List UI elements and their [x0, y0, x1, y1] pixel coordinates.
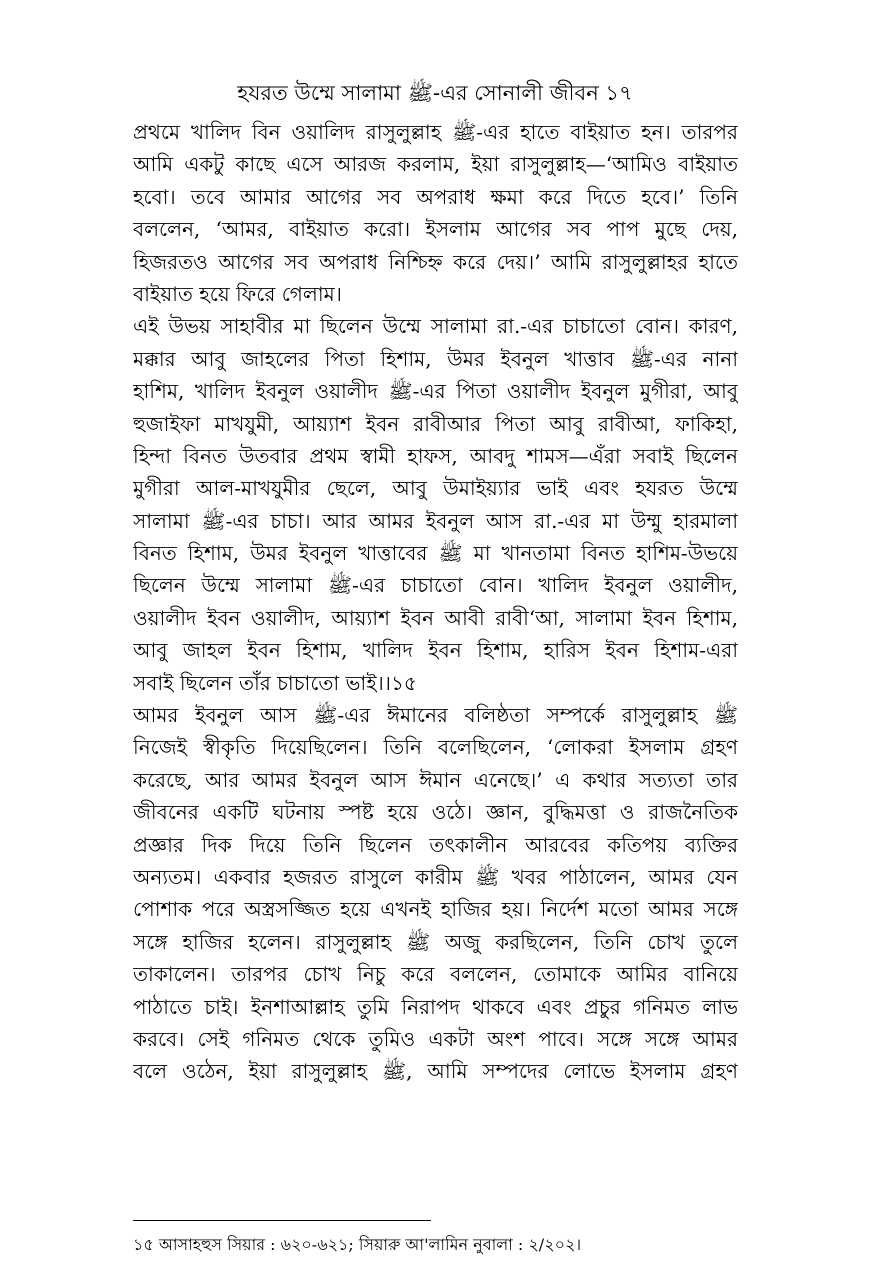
text-line: বিনত হিশাম, উমর ইবনুল খাত্তাবের ﷺ মা খানতামা বিনত হাশিম-উভয়ে	[133, 541, 738, 566]
text-line: ওয়ালীদ ইবন ওয়ালীদ, আয়্যাশ ইবন আবী রাবী‘আ, সালামা ইবন হিশাম,	[133, 605, 738, 630]
paragraph-end-line: বাইয়াত হয়ে ফিরে গেলাম।	[133, 281, 342, 306]
text-line: প্রথমে খালিদ বিন ওয়ালিদ রাসুলুল্লাহ ﷺ-এর হাতে বাইয়াত হন। তারপর	[133, 120, 738, 144]
text-line: নিজেই স্বীকৃতি দিয়েছিলেন। তিনি বলেছিলেন, ‘লোকরা ইসলাম গ্রহণ	[133, 735, 738, 760]
text-line: তাকালেন। তারপর চোখ নিচু করে বললেন, তোমাকে আমির বানিয়ে	[133, 962, 738, 987]
text-line: হবো। তবে আমার আগের সব অপরাধ ক্ষমা করে দিতে হবে।’ তিনি	[133, 184, 738, 209]
text-line: প্রজ্ঞার দিক দিয়ে তিনি ছিলেন তৎকালীন আরবের কতিপয় ব্যক্তির	[133, 832, 738, 857]
text-line: হাশিম, খালিদ ইবনুল ওয়ালীদ ﷺ-এর পিতা ওয়ালীদ ইবনুল মুগীরা, আবু	[133, 379, 738, 404]
text-line: অন্যতম। একবার হজরত রাসুলে কারীম ﷺ খবর পাঠালেন, আমর যেন	[133, 864, 738, 889]
text-line: জীবনের একটি ঘটনায় স্পষ্ট হয়ে ওঠে। জ্ঞান, বুদ্ধিমত্তা ও রাজনৈতিক	[133, 800, 738, 825]
text-line: আবু জাহল ইবন হিশাম, খালিদ ইবন হিশাম, হারিস ইবন হিশাম-এরা	[133, 638, 738, 663]
text-line: হিন্দা বিনত উতবার প্রথম স্বামী হাফস, আবদু শামস—এঁরা সবাই ছিলেন	[133, 443, 738, 468]
footnote: ১৫ আসাহহুস সিয়ার : ৬২০-৬২১; সিয়ারু আ'লামিন নুবালা : ২/২০২।	[133, 1235, 582, 1254]
text-line: মুগীরা আল-মাখযুমীর ছেলে, আবু উমাইয়্যার ভাই এবং হযরত উম্মে	[133, 476, 738, 501]
body-text	[133, 116, 738, 1088]
paragraph-end-line: সবাই ছিলেন তাঁর চাচাতো ভাই।।১৫	[133, 670, 417, 695]
text-line: করবে। সেই গনিমত থেকে তুমিও একটা অংশ পাবে। সঙ্গে সঙ্গে আমর	[133, 1026, 738, 1051]
text-line: পাঠাতে চাই। ইনশাআল্লাহ তুমি নিরাপদ থাকবে এবং প্রচুর গনিমত লাভ	[133, 994, 738, 1019]
text-line: হুজাইফা মাখযুমী, আয়্যাশ ইবন রাবীআর পিতা আবু রাবীআ, ফাকিহা,	[133, 411, 738, 436]
text-line: আমর ইবনুল আস ﷺ-এর ঈমানের বলিষ্ঠতা সম্পর্কে রাসুলুল্লাহ ﷺ	[133, 703, 738, 728]
text-line: সালামা ﷺ-এর চাচা। আর আমর ইবনুল আস রা.-এর মা উম্মু হারমালা	[133, 508, 738, 533]
text-line: করেছে, আর আমর ইবনুল আস ঈমান এনেছে।’ এ কথার সত্যতা তার	[133, 767, 738, 792]
text-line: ছিলেন উম্মে সালামা ﷺ-এর চাচাতো বোন। খালিদ ইবনুল ওয়ালীদ,	[133, 573, 738, 598]
text-line: মক্কার আবু জাহলের পিতা হিশাম, উমর ইবনুল খাত্তাব ﷺ-এর নানা	[133, 346, 738, 371]
text-line: এই উভয় সাহাবীর মা ছিলেন উম্মে সালামা রা.-এর চাচাতো বোন। কারণ,	[133, 314, 738, 339]
text-line: পোশাক পরে অস্ত্রসজ্জিত হয়ে এখনই হাজির হয়। নির্দেশ মতো আমর সঙ্গে	[133, 897, 738, 922]
footnote-divider	[133, 1220, 431, 1221]
text-line: হিজরতও আগের সব অপরাধ নিশ্চিহ্ন করে দেয়।’ আমি রাসুলুল্লাহর হাতে	[133, 249, 738, 274]
running-header: হযরত উম্মে সালামা ﷺ-এর সোনালী জীবন ১৭	[237, 81, 633, 105]
text-line: আমি একটু কাছে এসে আরজ করলাম, ইয়া রাসুলুল্লাহ—‘আমিও বাইয়াত	[133, 152, 738, 177]
text-line: সঙ্গে হাজির হলেন। রাসুলুল্লাহ ﷺ অজু করছিলেন, তিনি চোখ তুলে	[133, 929, 738, 954]
text-line: বললেন, ‘আমর, বাইয়াত করো। ইসলাম আগের সব পাপ মুছে দেয়,	[133, 217, 738, 242]
text-line: বলে ওঠেন, ইয়া রাসুলুল্লাহ ﷺ, আমি সম্পদের লোভে ইসলাম গ্রহণ	[133, 1059, 738, 1084]
